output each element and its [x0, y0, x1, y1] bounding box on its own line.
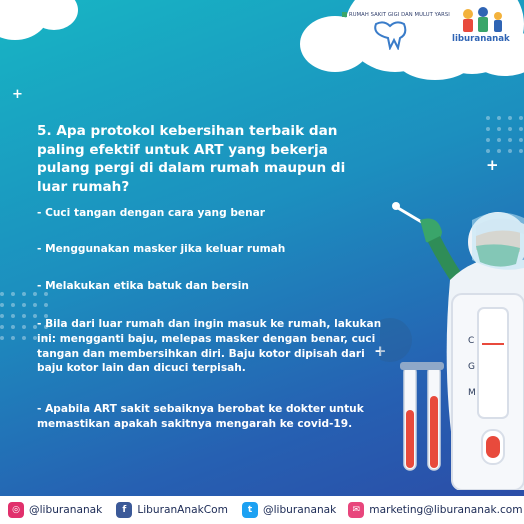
family-icon	[458, 6, 508, 34]
answer-item: - Melakukan etika batuk dan bersin	[37, 280, 249, 292]
facebook-handle: LiburanAnakCom	[137, 504, 228, 516]
email-address: marketing@liburananak.com	[369, 504, 523, 516]
question-heading: 5. Apa protokol kebersihan terbaik dan paling efektif untuk ART yang bekerja pulang pergi di dalam rumah maupun di luar rumah?	[37, 123, 346, 195]
brand-name: liburananak	[452, 34, 510, 44]
brand-logo	[448, 6, 518, 46]
facebook-icon: f	[116, 502, 132, 518]
twitter-handle: @liburananak	[262, 504, 337, 516]
answer-item: - Cuci tangan dengan cara yang benar	[37, 207, 266, 219]
footer-item-facebook[interactable]	[116, 502, 228, 518]
mail-icon: ✉	[348, 502, 364, 518]
hospital-name: RUMAH SAKIT GIGI DAN MULUT YARSI	[349, 12, 450, 18]
answer-item: - Menggunakan masker jika keluar rumah	[37, 243, 286, 255]
instagram-handle: @liburananak	[29, 504, 103, 516]
answer-item: - Bila dari luar rumah dan ingin masuk ke rumah, lakukan ini: mengganti baju, melepas masker dengan benar, cuci tangan dan membersihkan diri. Baju kotor dipisah dari baju kotor lain dan dicuci terpisah.	[37, 318, 382, 375]
hospital-mark-icon	[342, 12, 347, 17]
health-worker-illustration	[380, 190, 524, 490]
plus-icon: +	[374, 342, 387, 360]
test-label-c: C	[468, 336, 475, 346]
social-footer	[0, 496, 524, 524]
test-label-m: M	[468, 388, 476, 398]
answer-item: - Apabila ART sakit sebaiknya berobat ke dokter untuk memastikan apakah sakitnya mengarah ke covid-19.	[37, 403, 364, 430]
plus-icon: +	[486, 156, 499, 174]
footer-item-email[interactable]	[348, 502, 522, 518]
footer-item-twitter[interactable]	[242, 502, 336, 518]
test-label-g: G	[468, 362, 475, 372]
plus-icon: +	[12, 87, 23, 102]
tooth-icon	[370, 20, 420, 50]
hospital-logo	[342, 12, 450, 52]
footer-item-instagram[interactable]	[8, 502, 102, 518]
instagram-icon: ◎	[8, 502, 24, 518]
illustration	[380, 190, 524, 490]
twitter-icon: t	[242, 502, 258, 518]
dot-grid-right	[486, 116, 524, 153]
